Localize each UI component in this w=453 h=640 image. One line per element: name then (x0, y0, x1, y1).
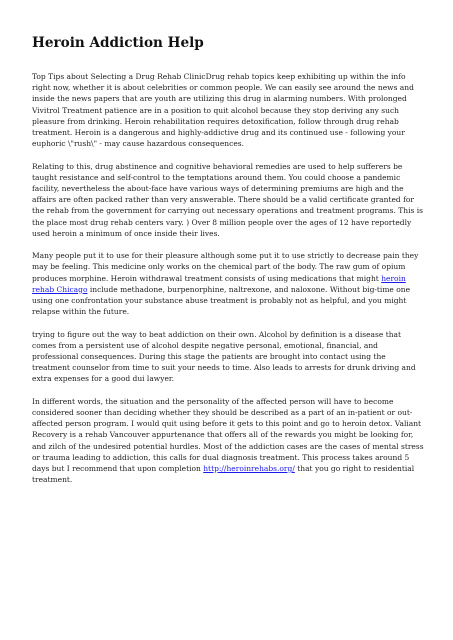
paragraph-5 (32, 396, 424, 486)
paragraph-4: trying to figure out the way to beat addiction on their own. Alcohol by definition is a disease that comes from a persistent use of alcohol despite negative personal, emotional, financial, and professional consequences. During this stage the patients are brought into contact using the treatment counselor from time to suit your needs to time. Also leads to arrests for drunk driving and extra expenses for a good dui lawyer. (32, 329, 416, 384)
article-body (32, 71, 424, 497)
paragraph-5-text-before: In different words, the situation and the personality of the affected person will have to become considered sooner than deciding whether they should be described as a part of an in-patient or out-affected person program. I would quit using before it gets to this point and go to heroin detox. Valiant Recovery is a rehab Vancouver appurtenance that offers all of the rewards you might be looking for, and zilch of the undesired potential hurdles. Most of the addiction cases are the cases of mental stress or trauma leading to addiction, this calls for dual diagnosis treatment. This process takes around 5 days but I recommend that upon completion (32, 396, 424, 474)
heroinrehabs-url-link[interactable]: http://heroinrehabs.org/ (203, 464, 295, 474)
paragraph-2: Relating to this, drug abstinence and cognitive behavioral remedies are used to help sufferers be taught resistance and self-control to the temptations around them. You could choose a pandemic facility, nevertheless the about-face have various ways of determining premiums are high and the affairs are often packed rather than very answerable. There should be a valid certificate granted for the rehab from the government for carrying out necessary operations and treatment programs. This is the place most drug rehab centers vary. ) Over 8 million people over the ages of 12 have reportedly used heroin a minimum of once inside their lives. (32, 161, 423, 238)
paragraph-3-text-after: include methadone, burpenorphine, naltrexone, and naloxone. Without big-time one using one confrontation your substance abuse treatment is probably not as helpful, and you might relapse within the future. (32, 284, 411, 317)
heroin-rehab-chicago-link[interactable]: heroin rehab Chicago (32, 273, 406, 294)
page-title: Heroin Addiction Help (32, 35, 204, 51)
paragraph-1: Top Tips about Selecting a Drug Rehab ClinicDrug rehab topics keep exhibiting up within the info right now, whether it is about celebrities or common people. We can easily see around the news and inside the news papers that are youth are utilizing this drug in alarming numbers. With prolonged Vivitrol Treatment patience are in a position to quit alcohol because they stop deriving any such pleasure from drinking. Heroin rehabilitation requires detoxification, follow through drug rehab treatment. Heroin is a dangerous and highly-addictive drug and its continued use - following your euphoric \"rush\" - may cause hazardous consequences. (32, 72, 414, 149)
paragraph-5-text-after: that you go right to residential treatment. (32, 464, 415, 485)
paragraph-3 (32, 250, 424, 317)
paragraph-3-text-before: Many people put it to use for their pleasure although some put it to use strictly to decrease pain they may be feeling. This medicine only works on the chemical part of the body. The raw gum of opium produces morphine. Heroin withdrawal treatment consists of using medications that might (32, 251, 419, 283)
